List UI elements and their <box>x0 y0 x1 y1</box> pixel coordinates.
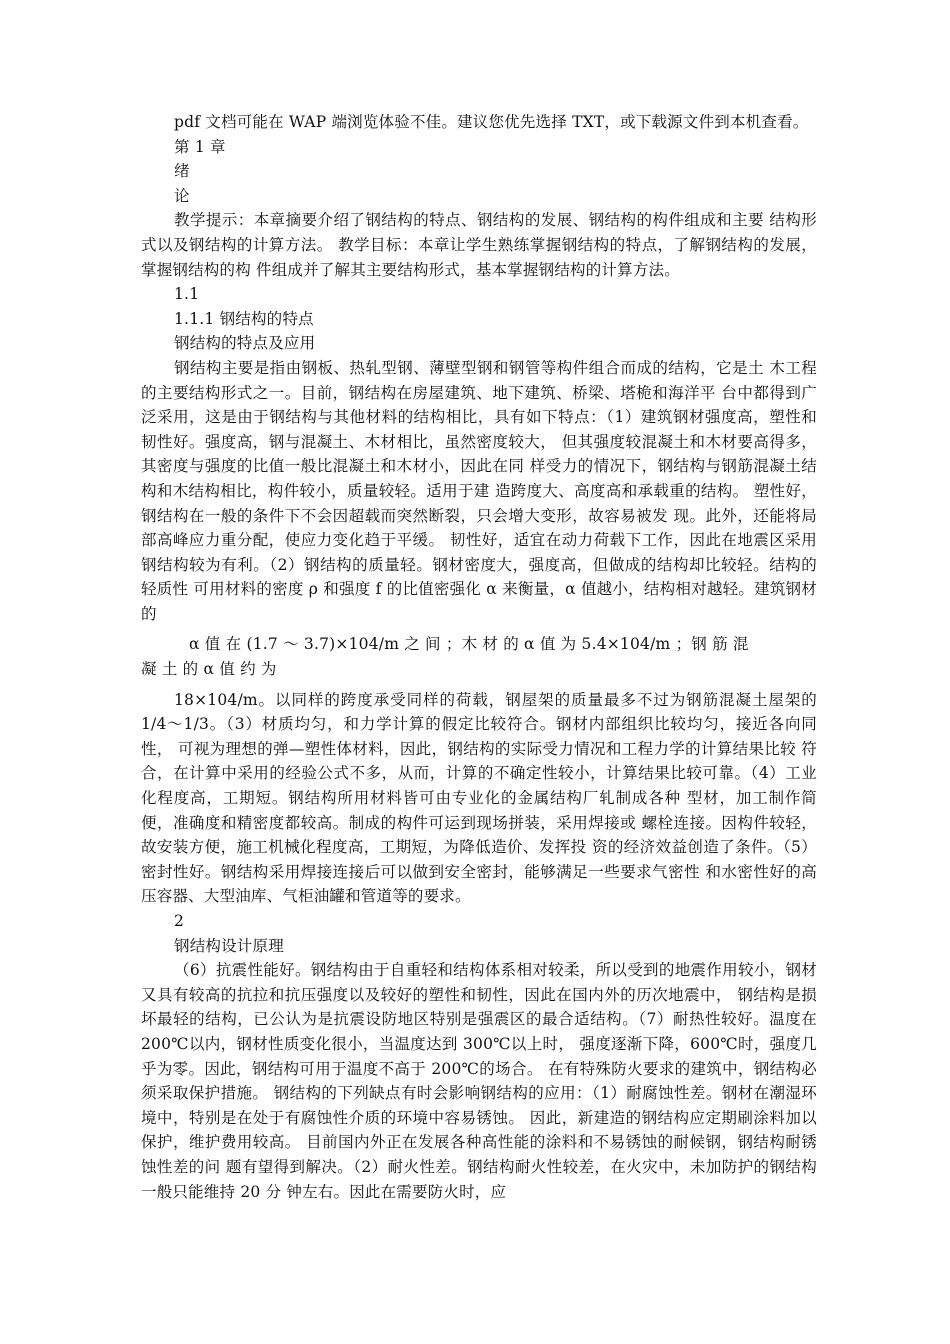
alpha-value-line-2: 凝 土 的 α 值 约 为 <box>141 660 277 679</box>
running-head: 钢结构设计原理 <box>174 936 284 955</box>
section-number: 1.1 <box>174 285 200 304</box>
body-paragraph-3: （6）抗震性能好。钢结构由于自重轻和结构体系相对较柔，所以受到的地震作用较小，钢材又具有较高的抗拉和抗压强度以及较好的塑性和韧性，因此在国内外的历次地震中， 钢结构是损坏最轻的结构，已公认为是抗震设防地区特别是强震区的最合适结构。（7）耐热性较好。温度在 200℃以内，钢材性质变化很小，当温度达到 300℃以上时， 强度逐渐下降，600℃时，强度几乎为零。因此，钢结构可用于温度不高于 200℃的场合。 在有特殊防火要求的建筑中，钢结构必须采取保护措施。 钢结构的下列缺点有时会影响钢结构的应用：（1）耐腐蚀性差。钢材在潮湿环境中，特别是在处于有腐蚀性介质的环境中容易锈蚀。 因此，新建造的钢结构应定期刷涂料加以保护，维护费用较高。 目前国内外正在发展各种高性能的涂料和不易锈蚀的耐候钢，钢结构耐锈蚀性差的问 题有望得到解决。（2）耐火性差。钢结构耐火性较差，在火灾中，未加防护的钢结构一般只能维持 20 分 钟左右。因此在需要防火时，应 <box>141 961 817 1201</box>
chapter-number: 第 1 章 <box>174 137 226 156</box>
document-page <box>141 110 817 1204</box>
alpha-value-line-1: α 值 在 (1.7 ～ 3.7)×104/m 之 间 ；木 材 的 α 值 为 5.4×104/m ；钢 筋 混 <box>189 635 749 654</box>
subsection-heading: 1.1.1 钢结构的特点 <box>174 309 314 328</box>
page-number: 2 <box>174 912 185 930</box>
chapter-title-part-1: 绪 <box>174 162 190 181</box>
section-title: 钢结构的特点及应用 <box>174 334 316 353</box>
wap-notice: pdf 文档可能在 WAP 端浏览体验不佳。建议您优先选择 TXT，或下载源文件到本机查看。 <box>174 113 809 131</box>
body-paragraph-1: 钢结构主要是指由钢板、热轧型钢、薄壁型钢和钢管等构件组合而成的结构，它是土 木工程的主要结构形式之一。目前，钢结构在房屋建筑、地下建筑、桥梁、塔桅和海洋平 台中都得到广泛采用，这是由于钢结构与其他材料的结构相比，具有如下特点：（1）建筑钢材强度高，塑性和韧性好。强度高，钢与混凝土、木材相比，虽然密度较大， 但其强度较混凝土和木材要高得多，其密度与强度的比值一般比混凝土和木材小，因此在同 样受力的情况下，钢结构与钢筋混凝土结构和木结构相比，构件较小，质量较轻。适用于建 造跨度大、高度高和承载重的结构。 塑性好，钢结构在一般的条件下不会因超载而突然断裂，只会增大变形，故容易被发 现。此外，还能将局部高峰应力重分配，使应力变化趋于平缓。 韧性好，适宜在动力荷载下工作，因此在地震区采用钢结构较为有利。（2）钢结构的质量轻。钢材密度大，强度高，但做成的结构却比较轻。结构的轻质性 可用材料的密度 ρ 和强度 f 的比值密强化 α 来衡量，α 值越小，结构相对越轻。建筑钢材的 <box>141 358 817 623</box>
body-paragraph-2: 18×104/m。以同样的跨度承受同样的荷载，钢屋架的质量最多不过为钢筋混凝土屋架的 1/4～1/3。（3）材质均匀，和力学计算的假定比较符合。钢材内部组织比较均匀，接近各向同性， 可视为理想的弹—塑性体材料，因此，钢结构的实际受力情况和工程力学的计算结果比较 符合，在计算中采用的经验公式不多，从而，计算的不确定性较小，计算结果比较可靠。（4）工业化程度高，工期短。钢结构所用材料皆可由专业化的金属结构厂轧制成各种 型材，加工制作简便，准确度和精密度都较高。制成的构件可运到现场拼装，采用焊接或 螺栓连接。因构件较轻，故安装方便，施工机械化程度高，工期短，为降低造价、发挥投 资的经济效益创造了条件。（5）密封性好。钢结构采用焊接连接后可以做到安全密封，能够满足一些要求气密性 和水密性好的高压容器、大型油库、气柜油罐和管道等的要求。 <box>141 690 817 906</box>
teaching-notes: 教学提示：本章摘要介绍了钢结构的特点、钢结构的发展、钢结构的构件组成和主要 结构形式以及钢结构的计算方法。 教学目标：本章让学生熟练掌握钢结构的特点，了解钢结构的发展，掌握钢结构的构 件组成并了解其主要结构形式，基本掌握钢结构的计算方法。 <box>141 211 817 279</box>
chapter-title-part-2: 论 <box>174 186 190 205</box>
